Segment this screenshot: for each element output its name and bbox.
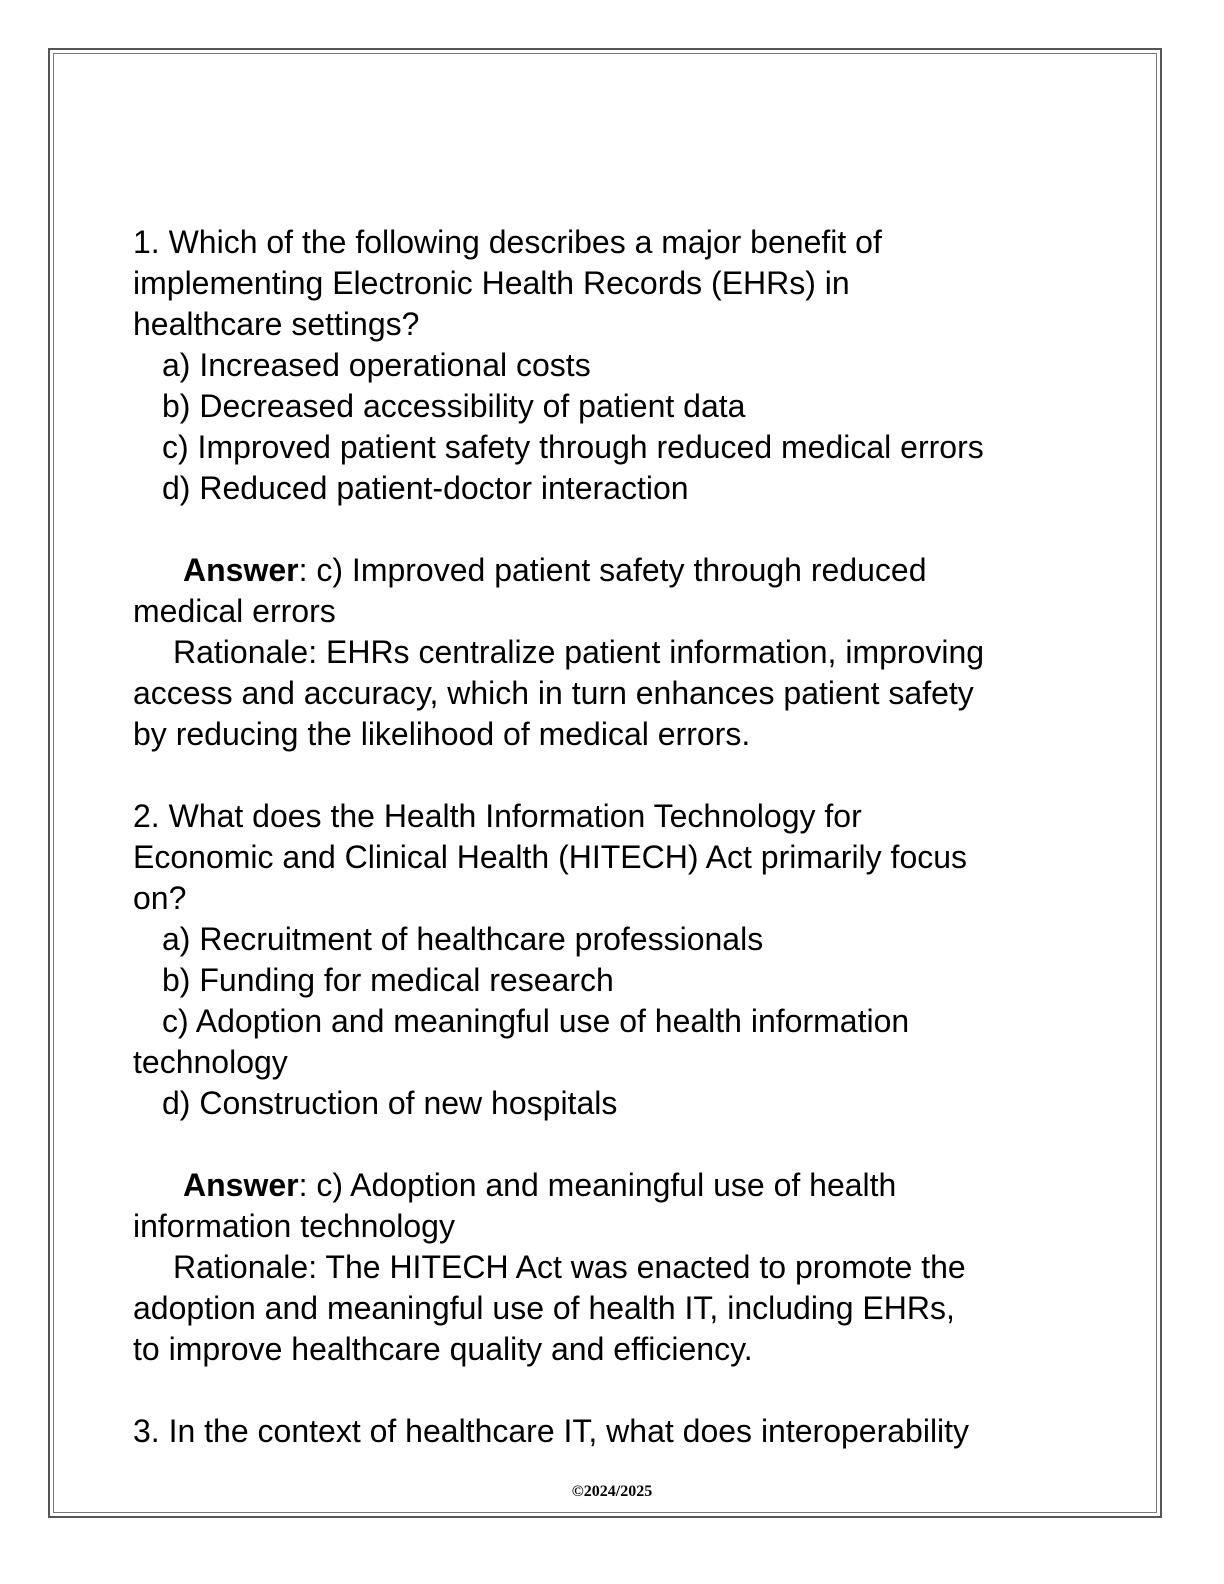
question-2-option-c-continued: technology <box>133 1044 288 1080</box>
question-1-option-c: c) Improved patient safety through reduced medical errors <box>162 429 984 465</box>
question-1-rationale-line-1: Rationale: EHRs centralize patient information, improving <box>173 634 985 670</box>
spacer <box>133 1124 1093 1165</box>
document-body <box>133 222 1093 1452</box>
question-2-answer-text-line-2: information technology <box>133 1208 455 1244</box>
spacer <box>133 509 1093 550</box>
question-2-option-b: b) Funding for medical research <box>162 962 614 998</box>
question-1-stem-line-1: 1. Which of the following describes a major benefit of <box>133 224 882 260</box>
question-1-option-b: b) Decreased accessibility of patient data <box>162 388 746 424</box>
question-1-rationale-line-3: by reducing the likelihood of medical errors. <box>133 716 751 752</box>
question-3-stem-line-1: 3. In the context of healthcare IT, what does interoperability <box>133 1413 970 1449</box>
question-2-answer-text-line-1: : c) Adoption and meaningful use of health <box>298 1167 897 1203</box>
question-3 <box>133 1411 1093 1452</box>
question-2-stem-line-3: on? <box>133 880 187 916</box>
answer-label: Answer <box>183 1167 299 1203</box>
question-1-answer-text-line-1: : c) Improved patient safety through reduced <box>298 552 927 588</box>
question-2-answer <box>133 1165 1093 1206</box>
spacer <box>133 755 1093 796</box>
copyright-footer: ©2024/2025 <box>571 1483 653 1500</box>
question-2-stem-line-1: 2. What does the Health Information Technology for <box>133 798 862 834</box>
question-1-stem-line-2: implementing Electronic Health Records (EHRs) in <box>133 265 850 301</box>
question-2-rationale-line-2: adoption and meaningful use of health IT, including EHRs, <box>133 1290 955 1326</box>
question-1-option-d: d) Reduced patient-doctor interaction <box>162 470 689 506</box>
spacer <box>133 1370 1093 1411</box>
question-2-stem-line-2: Economic and Clinical Health (HITECH) Act primarily focus <box>133 839 968 875</box>
answer-label: Answer <box>183 552 299 588</box>
question-1-answer-text-line-2: medical errors <box>133 593 336 629</box>
question-1-rationale-line-2: access and accuracy, which in turn enhances patient safety <box>133 675 974 711</box>
question-2-option-a: a) Recruitment of healthcare professionals <box>162 921 764 957</box>
question-1 <box>133 222 1093 755</box>
question-2-option-c: c) Adoption and meaningful use of health information <box>162 1003 910 1039</box>
question-1-answer <box>133 550 1093 591</box>
question-1-stem-line-3: healthcare settings? <box>133 306 420 342</box>
question-2-rationale-line-1: Rationale: The HITECH Act was enacted to promote the <box>173 1249 966 1285</box>
question-2-option-d: d) Construction of new hospitals <box>162 1085 618 1121</box>
question-2 <box>133 796 1093 1370</box>
question-1-option-a: a) Increased operational costs <box>162 347 591 383</box>
question-2-rationale-line-3: to improve healthcare quality and efficiency. <box>133 1331 753 1367</box>
